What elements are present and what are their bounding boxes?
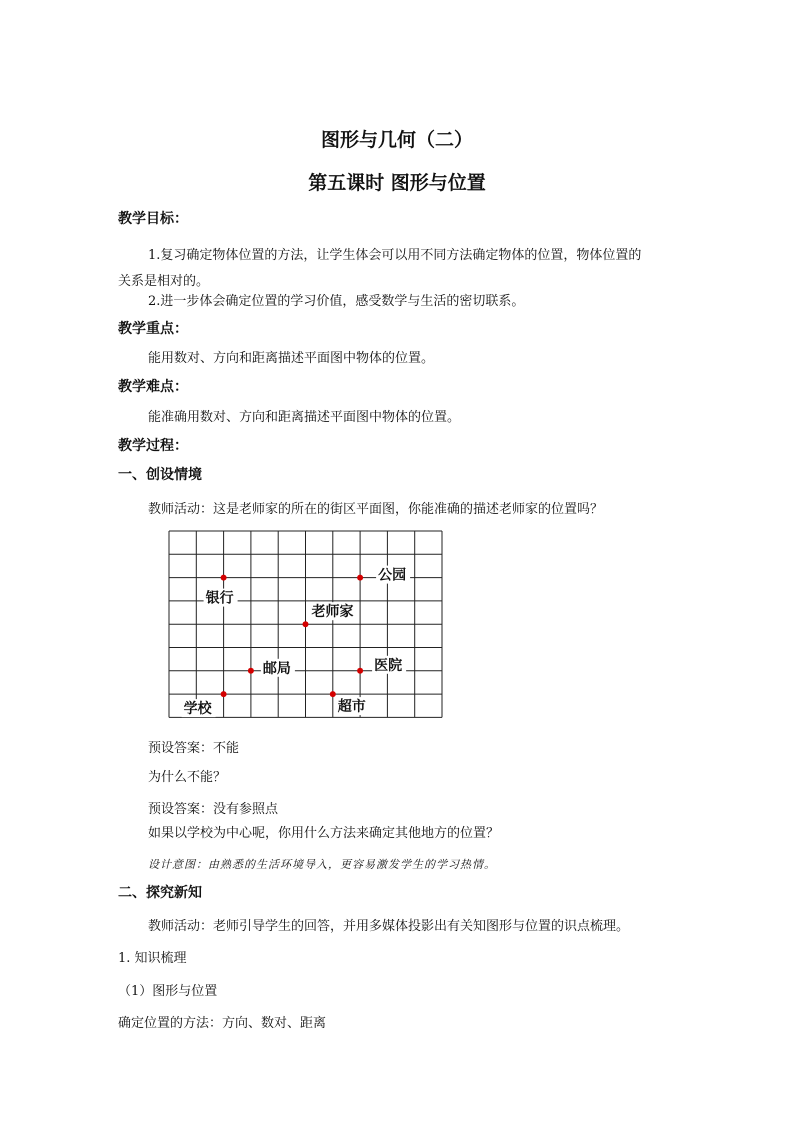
map-place-label: 邮局	[262, 660, 291, 677]
map-point-dot	[357, 575, 363, 581]
difficulty-heading: 教学难点：	[118, 379, 188, 395]
map-place-label: 超市	[337, 699, 366, 716]
teacher-activity-1: 教师活动：这是老师家的所在的街区平面图，你能准确的描述老师家的位置吗？	[148, 502, 604, 517]
map-place-label: 学校	[183, 701, 212, 718]
key-points-text: 能用数对、方向和距离描述平面图中物体的位置。	[148, 351, 435, 366]
preset-answer-2: 预设答案：没有参照点	[148, 802, 279, 817]
street-map-grid	[168, 530, 444, 722]
goal-1-line-2: 关系是相对的。	[118, 274, 210, 289]
part-2-heading: 二、探究新知	[118, 885, 202, 901]
item-knowledge-review: 1. 知识梳理	[118, 951, 187, 966]
map-point-dot	[248, 668, 254, 674]
map-point-dot	[303, 621, 309, 627]
map-place-label: 银行	[205, 590, 234, 607]
key-points-heading: 教学重点：	[118, 321, 188, 337]
question-why: 为什么不能？	[148, 770, 227, 785]
position-methods: 确定位置的方法：方向、数对、距离	[118, 1016, 327, 1031]
process-heading: 教学过程：	[118, 438, 188, 454]
goal-1-line-1: 1.复习确定物体位置的方法，让学生体会可以用不同方法确定物体的位置，物体位置的	[148, 248, 642, 263]
design-intent-note: 设计意图：由熟悉的生活环境导入，更容易激发学生的学习热情。	[148, 858, 496, 871]
difficulty-text: 能准确用数对、方向和距离描述平面图中物体的位置。	[148, 410, 461, 425]
item-shape-position: （1）图形与位置	[118, 984, 218, 999]
map-point-dot	[221, 691, 227, 697]
lesson-subtitle: 第五课时 图形与位置	[308, 172, 486, 194]
part-1-heading: 一、创设情境	[118, 467, 202, 483]
map-point-dot	[221, 575, 227, 581]
map-point-dot	[357, 668, 363, 674]
preset-answer-1: 预设答案：不能	[148, 741, 240, 756]
map-place-label: 医院	[374, 657, 403, 674]
question-school-center: 如果以学校为中心呢，你用什么方法来确定其他地方的位置？	[148, 826, 500, 841]
map-place-label: 公园	[378, 567, 407, 584]
document-title: 图形与几何（二）	[320, 129, 473, 151]
goal-2: 2.进一步体会确定位置的学习价值，感受数学与生活的密切联系。	[148, 294, 525, 309]
map-place-label: 老师家	[311, 604, 354, 621]
map-point-dot	[330, 691, 336, 697]
goals-heading: 教学目标：	[118, 211, 188, 227]
teacher-activity-2: 教师活动：老师引导学生的回答，并用多媒体投影出有关知图形与位置的识点梳理。	[148, 919, 630, 934]
